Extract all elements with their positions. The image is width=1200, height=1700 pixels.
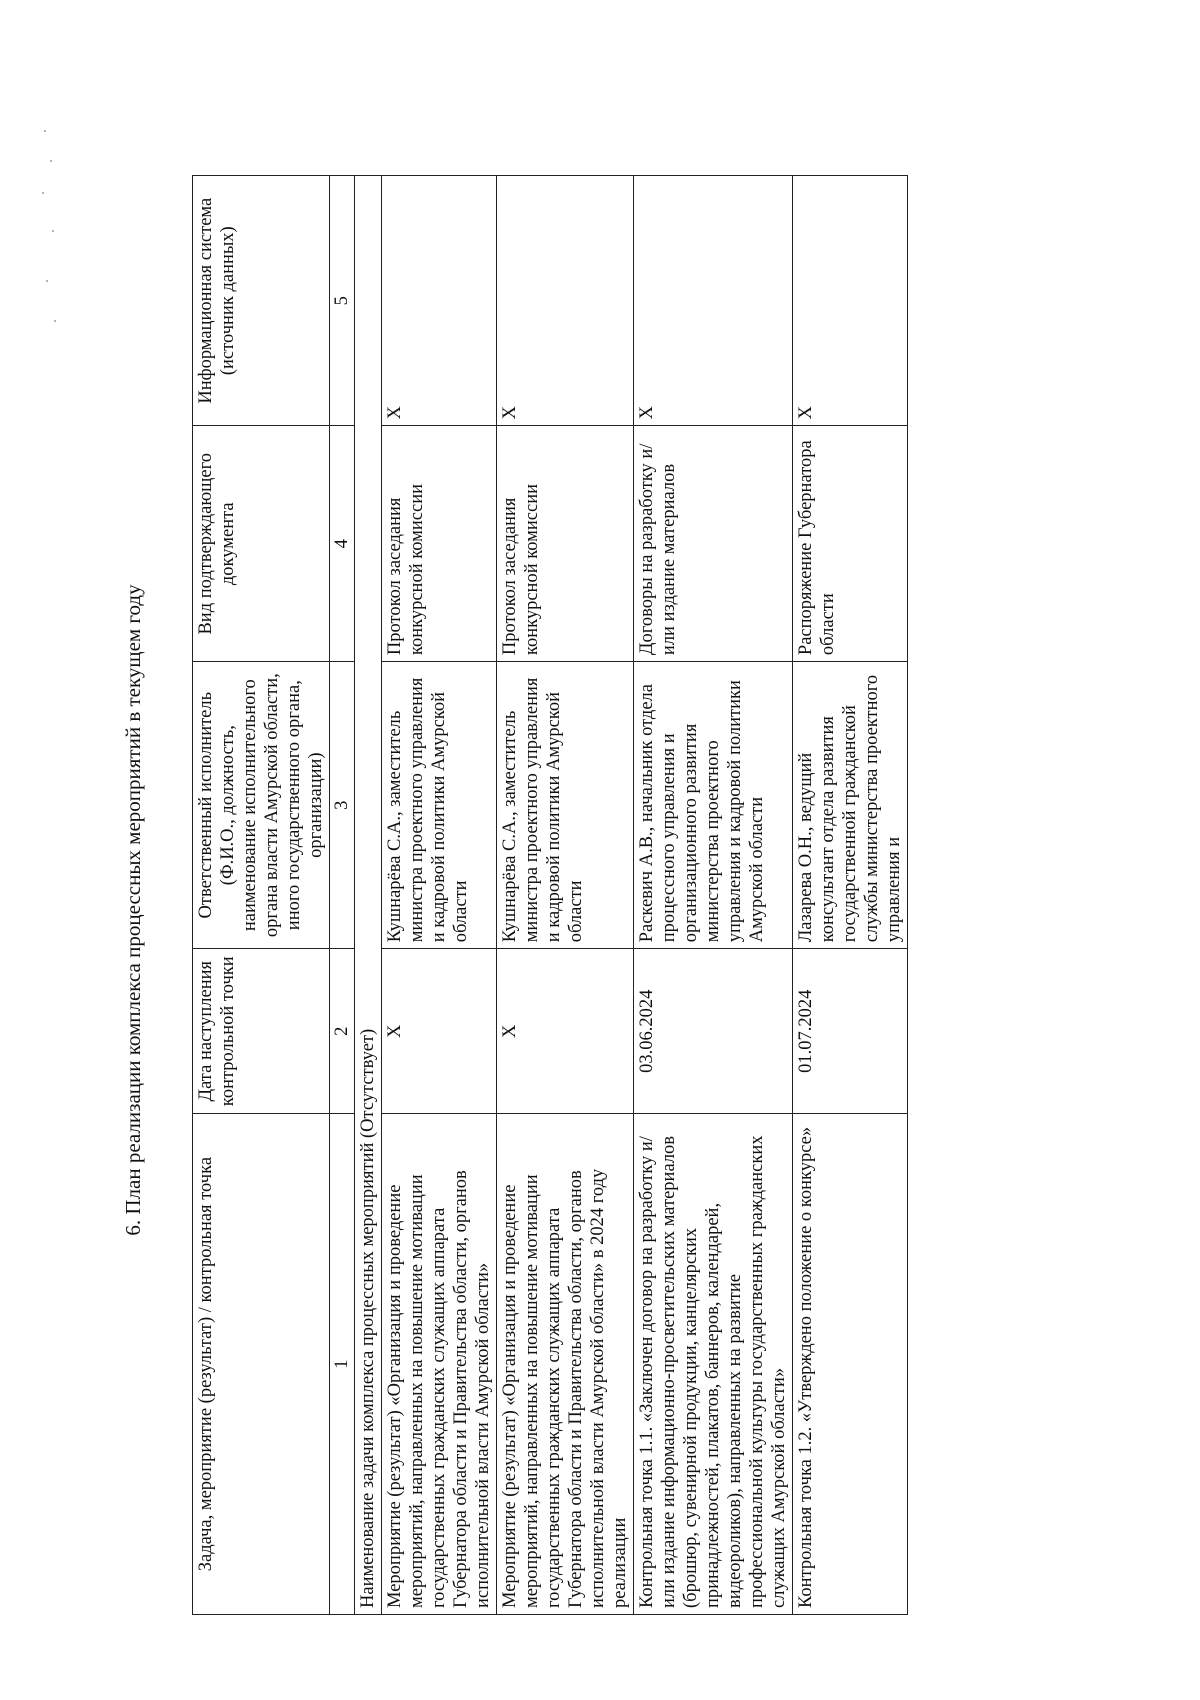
header-document-type: Вид подтверждающего документа xyxy=(193,426,330,662)
cell-date: 01.07.2024 xyxy=(793,949,908,1114)
section-row xyxy=(355,176,382,1615)
cell-task: Мероприятие (результат) «Организация и проведение мероприятий, направленных на повышение мотивации государственных гражданских служащих аппарата Губернатора области и Правительства области, органов исполнительной власти Амурской области» xyxy=(382,1114,497,1615)
scan-specks xyxy=(40,120,60,340)
cell-info-system: Х xyxy=(634,176,793,426)
cell-responsible: Раскевич А.В., начальник отдела процессного управления и организационного развития министерства проектного управления и кадровой политики Амурской области xyxy=(634,662,793,949)
cell-document-type: Протокол заседания конкурсной комиссии xyxy=(497,426,634,662)
table-row xyxy=(793,176,908,1615)
column-number: 2 xyxy=(330,949,355,1114)
cell-task: Мероприятие (результат) «Организация и проведение мероприятий, направленных на повышение мотивации государственных гражданских служащих аппарата Губернатора области и Правительства области, органов исполнительной власти Амурской области» в 2024 году реализации xyxy=(497,1114,634,1615)
cell-task: Контрольная точка 1.2. «Утверждено положение о конкурсе» xyxy=(793,1114,908,1615)
table-row xyxy=(497,176,634,1615)
cell-date: Х xyxy=(497,949,634,1114)
rotated-document-page xyxy=(120,130,1040,1690)
column-number-row xyxy=(330,176,355,1615)
cell-document-type: Распоряжение Губернатора области xyxy=(793,426,908,662)
cell-date: 03.06.2024 xyxy=(634,949,793,1114)
cell-responsible: Кушнарёва С.А., заместитель министра проектного управления и кадровой политики Амурской области xyxy=(497,662,634,949)
cell-responsible: Лазарева О.Н., ведущий консультант отдела развития государственной гражданской службы министерства проектного управления и xyxy=(793,662,908,949)
table-row xyxy=(382,176,497,1615)
header-date: Дата наступления контрольной точки xyxy=(193,949,330,1114)
header-task: Задача, мероприятие (результат) / контрольная точка xyxy=(193,1114,330,1615)
header-row xyxy=(193,176,330,1615)
cell-info-system: Х xyxy=(793,176,908,426)
header-responsible: Ответственный исполнитель (Ф.И.О., должность, наименование исполнительного органа власти Амурской области, иного государственного органа, организации) xyxy=(193,662,330,949)
cell-info-system: Х xyxy=(382,176,497,426)
plan-table xyxy=(192,175,908,1615)
cell-task: Контрольная точка 1.1. «Заключен договор на разработку и/или издание информационно-просветительских материалов (брошюр, сувенирной продукции, канцелярских принадлежностей, плакатов, баннеров, календарей, видеороликов), направленных на развитие профессиональной культуры государственных гражданских служащих Амурской области» xyxy=(634,1114,793,1615)
cell-document-type: Протокол заседания конкурсной комиссии xyxy=(382,426,497,662)
column-number: 5 xyxy=(330,176,355,426)
section-title: Наименование задачи комплекса процессных мероприятий (Отсутствует) xyxy=(355,176,382,1615)
document-title: 6. План реализации комплекса процессных мероприятий в текущем году xyxy=(121,584,145,1236)
column-number: 3 xyxy=(330,662,355,949)
cell-date: Х xyxy=(382,949,497,1114)
table-row xyxy=(634,176,793,1615)
cell-document-type: Договоры на разработку и/или издание материалов xyxy=(634,426,793,662)
column-number: 4 xyxy=(330,426,355,662)
cell-responsible: Кушнарёва С.А., заместитель министра проектного управления и кадровой политики Амурской области xyxy=(382,662,497,949)
header-info-system: Информационная система (источник данных) xyxy=(193,176,330,426)
cell-info-system: Х xyxy=(497,176,634,426)
column-number: 1 xyxy=(330,1114,355,1615)
